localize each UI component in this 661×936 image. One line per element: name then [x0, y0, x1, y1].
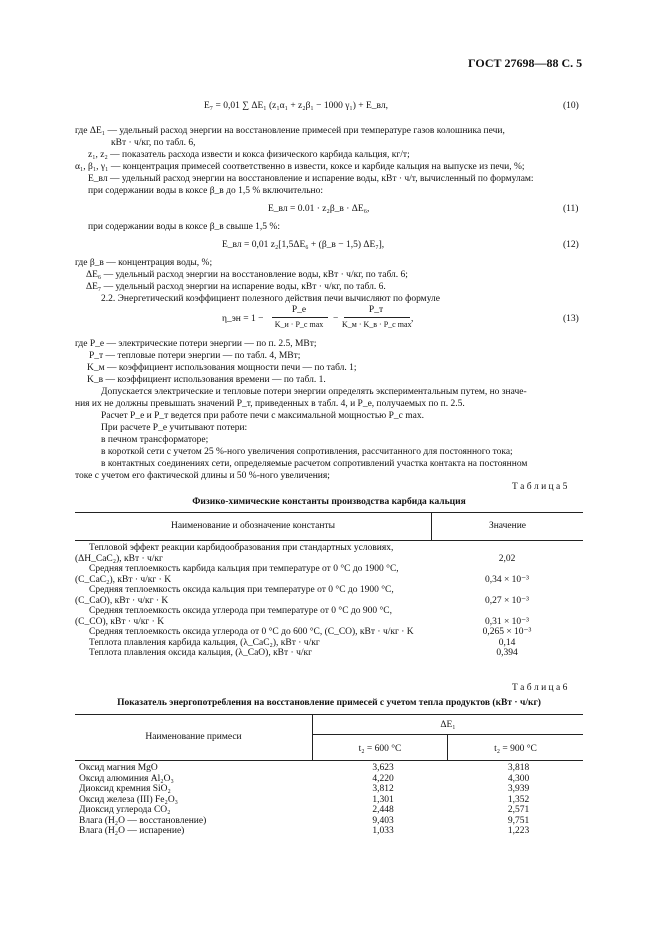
- table-row: [75, 648, 583, 659]
- table-5-body: [75, 543, 583, 659]
- table-6-column-header-name: Наименование примеси: [145, 732, 242, 742]
- equation-13-fraction2-numerator: P_т: [368, 305, 384, 315]
- table-5-cell-name-line1: Средняя теплоемкость карбида кальция при температуре от 0 °С до 1900 °С,: [89, 564, 399, 574]
- equation-13-tail: ,: [411, 314, 414, 324]
- definition-line: кВт · ч/кг, по табл. 6,: [111, 138, 196, 148]
- table-6-cell-900: 9,751: [507, 815, 530, 826]
- paragraph-line: токе с учетом его фактической длины и 50 %-ного увеличения;: [75, 471, 330, 481]
- table-5-title: Физико-химические константы производства карбида кальция: [192, 497, 466, 507]
- equation-11-number: (11): [563, 204, 579, 214]
- table-5-cell-name: [75, 543, 431, 564]
- table-5-cell-name-line2: (C_CaO), кВт · ч/кг · K: [75, 595, 169, 606]
- table-row: [75, 638, 583, 649]
- definition-line: z₁, z₂ — показатель расхода извести и кокса физического карбида кальция, кг/т;: [88, 150, 410, 160]
- table-6-column-group-header: ΔE₁: [440, 720, 456, 730]
- equation-10: E₇ = 0,01 ∑ ΔE₁ (z₁α₁ + z₂β₁ − 1000 γ₁) + E_вл,: [204, 101, 389, 111]
- definition-line: K_м — коэффициент использования мощности печи — по табл. 1;: [87, 363, 357, 373]
- table-6-column-header-600: t₂ = 600 °С: [358, 744, 402, 754]
- table-5-cell-value: 0,394: [496, 648, 518, 658]
- equation-13-fraction1-numerator: P_e: [291, 305, 307, 315]
- table-5-cell-name-line2: (C_CO), кВт · ч/кг · K: [75, 616, 165, 627]
- table-6-subheader-border: [313, 734, 583, 735]
- equation-13-fraction2-denominator: K_м · K_в · P_с max: [342, 320, 412, 329]
- table-row: [75, 774, 587, 785]
- table-row: [75, 763, 587, 774]
- table-5-cell-value: 0,27 × 10⁻³: [484, 595, 530, 606]
- table-6-cell-900: 3,818: [507, 763, 530, 773]
- table-5-cell-name-line1: Средняя теплоемкость оксида кальция при температуре от 0 °С до 1900 °С,: [89, 585, 394, 595]
- table-5-cell-value: 0,34 × 10⁻³: [484, 574, 530, 585]
- equation-10-number: (10): [563, 101, 579, 111]
- definition-line: P_т — тепловые потери энергии — по табл. 4, МВт;: [89, 351, 301, 361]
- table-6-cell-name: Оксид магния MgO: [79, 763, 158, 773]
- paragraph-line: Расчет P_e и P_т ведется при работе печи с максимальной мощностью P_с max.: [101, 411, 424, 421]
- table-6-column-header-900: t₂ = 900 °С: [494, 744, 537, 754]
- table-6-top-border: [75, 714, 583, 715]
- table-5-column-header-name: Наименование и обозначение константы: [170, 521, 336, 531]
- table-row: [75, 627, 583, 638]
- equation-11: E_вл = 0.01 · z₂β_в · ΔE₆,: [268, 204, 370, 214]
- table-5-cell-name: [75, 606, 431, 627]
- table-6-cell-900: 2,571: [507, 805, 530, 815]
- table-6-cell-name: Диоксид углерода CO₂: [79, 805, 171, 815]
- definition-line: K_в — коэффициент использования времени — по табл. 1.: [87, 375, 326, 385]
- paragraph-line: в печном трансформаторе;: [101, 435, 209, 445]
- paragraph-line: в контактных соединениях сети, определяемые расчетом сопротивлений участка контакта на постоянном: [101, 459, 528, 469]
- table-row: [75, 606, 583, 627]
- table-6-cell-600: 3,623: [372, 763, 394, 773]
- table-row: [75, 784, 587, 795]
- table-5-header-border: [75, 540, 583, 541]
- body-text: при содержании воды в коксе β_в свыше 1,5 %:: [88, 222, 280, 232]
- fraction-bar: [344, 317, 410, 318]
- table-5-cell-value: 2,02: [498, 553, 516, 564]
- table-5-cell-name: [75, 564, 431, 585]
- equation-13-fraction1-denominator: K_и · P_с max: [274, 320, 324, 329]
- table-6-cell-900: 1,223: [507, 826, 530, 836]
- definition-line: α₁, β₁, γ₁ — концентрация примесей соответственно в извести, коксе и карбиде кальция на выпуске из печи, %;: [75, 162, 525, 172]
- table-row: [75, 816, 587, 827]
- table-5-cell-value: 0,14: [498, 637, 516, 648]
- paragraph-line: ния их не должны превышать значений P_т, приведенных в табл. 4, и P_e, получаемых по п. 2.5.: [75, 399, 465, 409]
- table-6-title: Показатель энергопотребления на восстановление примесей с учетом тепла продуктов (кВт · ч/кг): [117, 698, 541, 708]
- table-6-cell-900: 3,939: [507, 784, 530, 794]
- table-row: [75, 585, 583, 606]
- table-6-cell-600: 2,448: [372, 805, 394, 815]
- definition-line: при содержании воды в коксе β_в до 1,5 % включительно:: [88, 186, 324, 196]
- table-6-cell-name: Оксид алюминия Al₂O₃: [79, 773, 174, 784]
- equation-12-number: (12): [563, 240, 579, 250]
- table-6-cell-name: Влага (H₂O — испарение): [79, 826, 185, 836]
- equation-13-number: (13): [563, 314, 579, 324]
- table-5-cell-name: [75, 648, 431, 659]
- table-5-top-border: [75, 512, 583, 513]
- paragraph-line: в короткой сети с учетом 25 %-ного увеличения сопротивления, рассчитанного для постоянного тока;: [101, 447, 513, 457]
- table-row: [75, 543, 583, 564]
- definition-line: где P_e — электрические потери энергии — по п. 2.5, МВт;: [75, 339, 317, 349]
- table-5-cell-value: 0,31 × 10⁻³: [484, 616, 530, 627]
- equation-12: E_вл = 0,01 z₂[1,5ΔE₆ + (β_в − 1,5) ΔE₇],: [222, 240, 385, 250]
- definition-line: где ΔE₁ — удельный расход энергии на восстановление примесей при температуре газов колошника печи,: [75, 126, 505, 136]
- table-5-cell-name-line1: Теплота плавления оксида кальция, (λ_CaO), кВт · ч/кг: [89, 648, 313, 658]
- table-6-body: [75, 763, 587, 837]
- table-5-cell-name-line1: Тепловой эффект реакции карбидообразования при стандартных условиях,: [89, 543, 394, 553]
- fraction-bar: [272, 317, 328, 318]
- table-6-header-border: [75, 760, 583, 761]
- table-row: [75, 805, 587, 816]
- table-6-cell-600: 1,301: [372, 794, 394, 805]
- table-5-cell-name: [75, 627, 431, 638]
- table-6-cell-900: 4,300: [507, 773, 530, 784]
- table-5-cell-name-line2: (ΔH_CaC₂), кВт · ч/кг: [75, 553, 163, 564]
- paragraph-line: Допускается электрические и тепловые потери энергии определять экспериментальным путем, но значе-: [101, 387, 527, 397]
- table-5-cell-name: [75, 585, 431, 606]
- table-6-cell-600: 3,812: [372, 784, 394, 794]
- definition-line: ΔE₇ — удельный расход энергии на испарение воды, кВт · ч/кг, по табл. 6.: [86, 282, 386, 292]
- equation-13-minus: −: [333, 314, 339, 324]
- table-5-cell-name-line1: Средняя теплоемкость оксида углерода от 0 °С до 600 °С, (C_CO), кВт · ч/кг · K: [89, 627, 414, 637]
- table-row: [75, 826, 587, 837]
- table-5-cell-name-line1: Теплота плавления карбида кальция, (λ_CaC₂), кВт · ч/кг: [89, 637, 320, 648]
- table-6-cell-600: 1,033: [372, 826, 394, 836]
- table-5-cell-value: 0,265 × 10⁻³: [482, 627, 532, 637]
- paragraph-2-2: 2.2. Энергетический коэффициент полезного действия печи вычисляют по формуле: [101, 294, 440, 304]
- definition-line: ΔE₆ — удельный расход энергии на восстановление воды, кВт · ч/кг, по табл. 6;: [86, 270, 408, 280]
- paragraph-line: При расчете P_e учитывают потери:: [101, 423, 248, 433]
- table-5-column-header-value: Значение: [488, 521, 527, 531]
- definition-line: E_вл — удельный расход энергии на восстановление и испарение воды, кВт · ч/т, вычисленный по формулам:: [88, 174, 534, 184]
- table-5-cell-name: [75, 638, 431, 649]
- table-6-cell-600: 4,220: [372, 773, 394, 784]
- table-5-cell-name-line1: Средняя теплоемкость оксида углерода при температуре от 0 °С до 900 °С,: [89, 606, 393, 616]
- table-5-cell-name-line2: (C_CaC₂), кВт · ч/кг · K: [75, 574, 172, 585]
- table-row: [75, 795, 587, 806]
- table-6-cell-name: Влага (H₂O — восстановление): [79, 815, 207, 826]
- table-6-cell-name: Диоксид кремния SiO₂: [79, 784, 171, 794]
- table-6-label: Т а б л и ц а 6: [512, 683, 568, 693]
- equation-13-lhs: η_эн = 1 −: [222, 314, 264, 324]
- page-header: ГОСТ 27698—88 С. 5: [468, 56, 583, 70]
- table-6-cell-600: 9,403: [372, 815, 394, 826]
- table-row: [75, 564, 583, 585]
- table-6-cell-name: Оксид железа (III) Fe₂O₃: [79, 794, 178, 805]
- table-6-cell-900: 1,352: [507, 794, 530, 805]
- definition-line: где β_в — концентрация воды, %;: [75, 258, 213, 268]
- table-5-label: Т а б л и ц а 5: [512, 482, 568, 492]
